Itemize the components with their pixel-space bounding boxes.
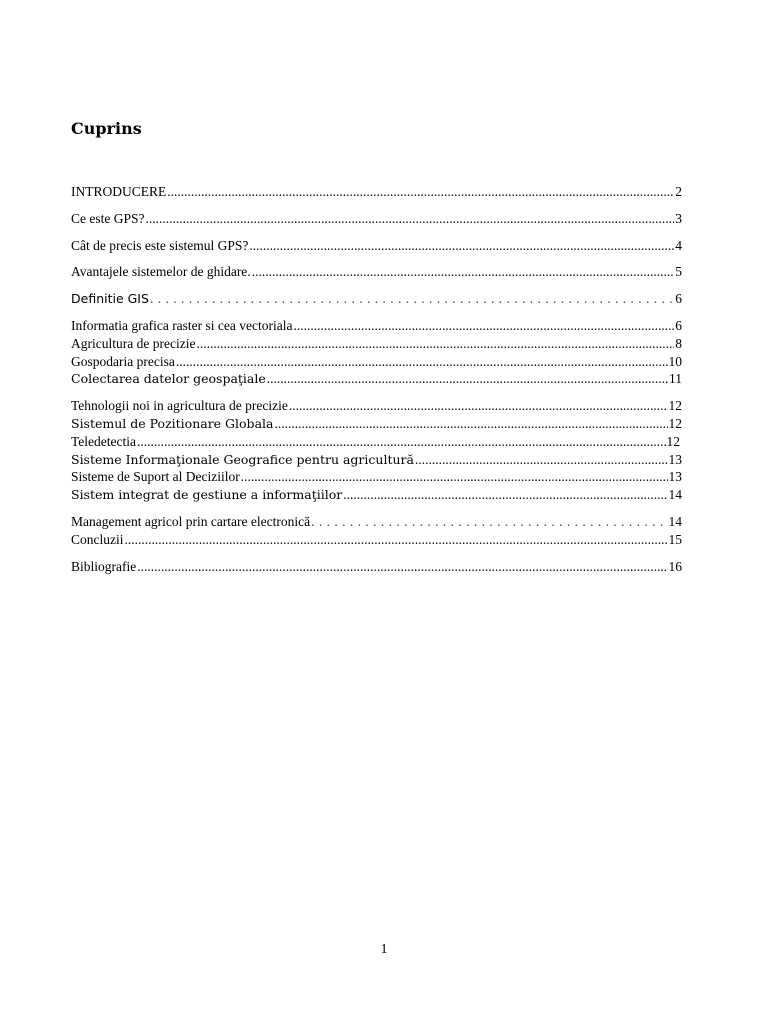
toc-entry-label: Agricultura de precizie	[71, 336, 196, 351]
toc-entry-concluzii[interactable]	[71, 531, 682, 548]
toc-entry-introducere[interactable]	[71, 183, 682, 200]
toc-entry-label: Bibliografie	[71, 559, 137, 574]
dot-leader	[252, 263, 675, 280]
dot-leader	[249, 237, 674, 254]
toc-entry-label: Tehnologii noi in agricultura de precizie	[71, 398, 288, 413]
toc-entry-page: 12	[668, 416, 682, 431]
toc-entry-page: 6	[675, 318, 682, 333]
dot-leader	[415, 451, 668, 468]
toc-entry-page: 13	[668, 452, 682, 467]
toc-entry-page: 2	[675, 184, 682, 199]
dot-leader	[167, 183, 674, 200]
toc-entry-label: INTRODUCERE	[71, 184, 167, 199]
toc-entry-page: 3	[675, 211, 682, 226]
dot-leader	[311, 513, 667, 530]
toc-entry-definitie-gis[interactable]	[71, 290, 682, 307]
toc-entry-label: Sisteme Informaţionale Geografice pentru agricultură	[71, 452, 414, 467]
toc-entry-page: 6	[675, 291, 682, 306]
dot-leader	[176, 353, 668, 370]
toc-entry-label: Sisteme de Suport al Deciziilor	[71, 469, 240, 484]
dot-leader	[294, 317, 675, 334]
toc-entry-label: Avantajele sistemelor de ghidare.	[71, 264, 251, 279]
toc-entry-page: 14	[668, 514, 682, 529]
toc-entry-label: Management agricol prin cartare electronică	[71, 514, 311, 529]
toc-entry-page: 15	[668, 532, 682, 547]
toc-entry-page: 12	[668, 398, 682, 413]
toc-entry-sistemul-pozitionare[interactable]	[71, 415, 682, 432]
dot-leader	[289, 397, 668, 414]
toc-entry-page: 13	[668, 469, 682, 484]
dot-leader	[146, 210, 675, 227]
toc-entry-precizie-gps[interactable]	[71, 237, 682, 254]
toc-entry-gospodaria-precisa[interactable]	[71, 353, 682, 370]
toc-entry-page: 16	[668, 559, 682, 574]
dot-leader	[196, 335, 674, 352]
toc-entry-label: Cât de precis este sistemul GPS?	[71, 238, 249, 253]
toc-entry-label: Sistem integrat de gestiune a informaţiilor	[71, 487, 343, 502]
toc-entry-teledetectia[interactable]	[71, 433, 680, 450]
toc-entry-sisteme-informationale[interactable]	[71, 451, 682, 468]
toc-entry-informatia-grafica[interactable]	[71, 317, 682, 334]
toc-entry-label: Ce este GPS?	[71, 211, 145, 226]
toc-entry-label: Informatia grafica raster si cea vectoriala	[71, 318, 293, 333]
dot-leader	[241, 468, 668, 485]
toc-entry-page: 8	[675, 336, 682, 351]
dot-leader	[274, 415, 667, 432]
toc-entry-page: 12	[666, 434, 680, 449]
toc-entry-sisteme-suport[interactable]	[71, 468, 682, 485]
page-number: 1	[380, 942, 388, 957]
toc-entry-label: Teledetectia	[71, 434, 137, 449]
toc-entry-label: Sistemul de Pozitionare Globala	[71, 416, 274, 431]
toc-entry-colectarea-datelor[interactable]	[71, 370, 682, 387]
toc-entry-label: Colectarea datelor geospaţiale	[71, 371, 266, 386]
toc-entry-page: 4	[675, 238, 682, 253]
toc-entry-avantajele[interactable]	[71, 263, 682, 280]
toc-entry-bibliografie[interactable]	[71, 558, 682, 575]
toc-entry-ce-este-gps[interactable]	[71, 210, 682, 227]
toc-entry-sistem-integrat[interactable]	[71, 486, 682, 503]
toc-entry-page: 14	[668, 487, 682, 502]
toc-entry-label: Gospodaria precisa	[71, 354, 175, 369]
toc-entry-tehnologii-noi[interactable]	[71, 397, 682, 414]
toc-entry-label: Definitie GIS	[71, 291, 149, 306]
toc-entry-management-agricol[interactable]	[71, 513, 682, 530]
dot-leader	[137, 433, 665, 450]
dot-leader	[343, 486, 667, 503]
toc-entry-page: 5	[675, 264, 682, 279]
toc-entry-label: Concluzii	[71, 532, 124, 547]
dot-leader	[267, 370, 668, 387]
toc-entry-page: 11	[669, 371, 682, 386]
dot-leader	[125, 531, 668, 548]
dot-leader	[137, 558, 667, 575]
toc-entry-agricultura-de-precizie[interactable]	[71, 335, 682, 352]
toc-title: Cuprins	[71, 119, 142, 138]
dot-leader	[150, 290, 674, 307]
toc-entry-page: 10	[668, 354, 682, 369]
